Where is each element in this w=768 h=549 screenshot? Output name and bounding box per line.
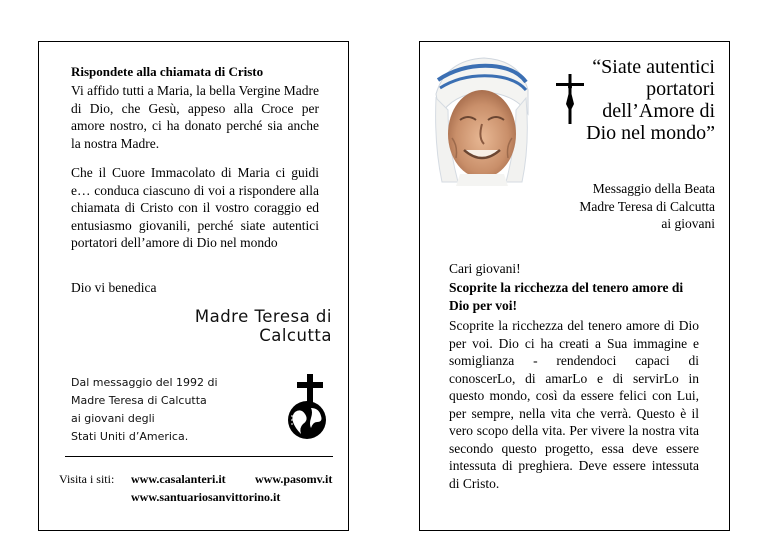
blessing: Dio vi benedica bbox=[71, 280, 157, 295]
site-link-pasomv[interactable]: www.pasomv.it bbox=[255, 472, 333, 486]
site-link-santuario[interactable]: www.santuariosanvittorino.it bbox=[131, 490, 281, 504]
quote-source bbox=[515, 180, 715, 233]
left-panel bbox=[38, 41, 349, 531]
quote-line: Dio nel mondo” bbox=[586, 122, 715, 144]
left-source-line: ai giovani degli bbox=[71, 412, 155, 425]
quote-line: portatori bbox=[646, 78, 715, 100]
greeting: Cari giovani! bbox=[449, 261, 521, 276]
divider bbox=[65, 456, 333, 457]
left-paragraph-1: Vi affido tutti a Maria, la bella Vergine Madre di Dio, che Gesù, appeso alla Croce per amore nostro, ci ha donato perché sia anche la nostra Madre. bbox=[71, 83, 319, 151]
left-source bbox=[71, 374, 251, 446]
quote-source-line: Madre Teresa di Calcutta bbox=[579, 198, 715, 214]
globe-cross-icon bbox=[285, 372, 335, 442]
quote bbox=[535, 56, 715, 144]
signature-line-1: Madre Teresa di bbox=[194, 307, 332, 326]
quote-source-line: ai giovani bbox=[661, 216, 715, 231]
right-heading: Scoprite la ricchezza del tenero amore di Dio per voi! bbox=[449, 280, 684, 313]
right-body: Scoprite la ricchezza del tenero amore di Dio per voi. Dio ci ha creati a Sua immagine e somiglianza - rendendoci capaci di conoscerLo, di amarLo e di servirLo in questo mondo, così da essere felici con Lui, per sempre, nella vita che verrà. Questo è il vero scopo della vita. Per vivere la nostra vita secondo questo progetto, essa deve essere intessuta di preghiera. Deve essere intessuta di Cristo. bbox=[449, 318, 699, 491]
left-heading: Rispondete alla chiamata di Cristo bbox=[71, 64, 264, 79]
sites-label: Visita i siti: bbox=[59, 472, 115, 486]
signature bbox=[132, 307, 332, 345]
quote-line: dell’Amore di bbox=[602, 100, 715, 122]
quote-line: “Siate autentici bbox=[592, 56, 715, 78]
left-source-line: Stati Uniti d’America. bbox=[71, 430, 189, 443]
left-source-line: Madre Teresa di Calcutta bbox=[71, 394, 207, 407]
left-source-line: Dal messaggio del 1992 di bbox=[71, 376, 218, 389]
right-panel bbox=[419, 41, 730, 531]
quote-source-line: Messaggio della Beata bbox=[592, 181, 715, 196]
site-link-casalanteri[interactable]: www.casalanteri.it bbox=[131, 472, 226, 486]
signature-line-2: Calcutta bbox=[259, 326, 332, 345]
left-paragraph-2: Che il Cuore Immacolato di Maria ci guidi e… conduca ciascuno di voi a rispondere alla chiamata di Cristo con il vostro coraggio ed entusiasmo giovanili, perché siate autentici portatori dell’amore di Dio nel mondo bbox=[71, 165, 319, 250]
mother-teresa-portrait bbox=[432, 54, 530, 186]
